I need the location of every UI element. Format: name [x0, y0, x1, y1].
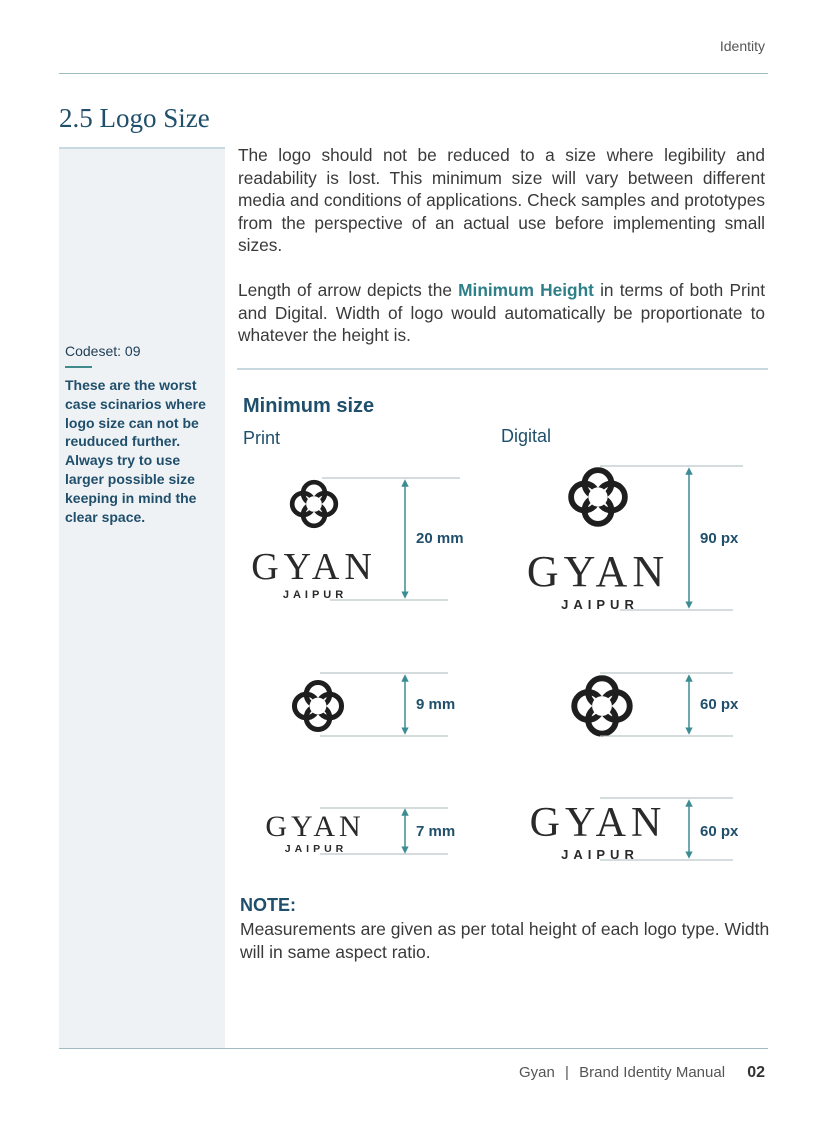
print-wordmark-name: GYAN [265, 810, 365, 843]
digital-mark-size-label: 60 px [700, 696, 739, 713]
digital-full-size-label: 90 px [700, 530, 739, 547]
digital-full-wordmark: GYAN [526, 547, 670, 596]
intro-p2-tail: in terms of both Print and Digital. Width of logo would automatically be proportionate to whatever the height is. [238, 280, 765, 345]
footer [519, 1064, 765, 1082]
print-mark-logo [294, 682, 341, 729]
page-title: 2.5 Logo Size [59, 103, 210, 133]
digital-wordmark-logo [530, 800, 667, 862]
digital-wordmark-subtitle: JAIPUR [561, 847, 639, 862]
print-full-size-label: 20 mm [416, 530, 464, 547]
note-heading: NOTE: [240, 895, 296, 915]
footer-rule [59, 1048, 768, 1049]
footer-separator: | [565, 1064, 569, 1081]
minimum-size-title: Minimum size [243, 395, 375, 417]
footer-manual-title: Brand Identity Manual [579, 1064, 726, 1081]
print-wordmark-logo [265, 810, 364, 855]
digital-wordmark-size-label: 60 px [700, 823, 739, 840]
header-section-label: Identity [719, 38, 765, 54]
print-mark-size-label: 9 mm [416, 696, 456, 713]
print-wordmark-subtitle: JAIPUR [284, 843, 348, 855]
digital-full-mark-icon [571, 470, 625, 524]
digital-mark-icon [574, 678, 629, 733]
page-number: 02 [747, 1064, 765, 1081]
minimum-height-highlight: Minimum Height [458, 280, 594, 300]
print-full-wordmark: GYAN [251, 546, 377, 588]
sidebar-note: These are the worst case scinarios where logo size can not be reuduced further. Always try to use larger possible size keeping in mind the clear space. [65, 377, 206, 525]
print-wordmark-size-label: 7 mm [416, 823, 456, 840]
print-full-logo [251, 482, 377, 601]
print-mark-icon [294, 682, 341, 729]
intro-paragraph-1: The logo should not be reduced to a size where legibility and readability is lost. This minimum size will vary between different media and conditions of applications. Check samples and prototypes from the perspective of an actual use before implementing small sizes. [238, 145, 765, 255]
digital-full-subtitle: JAIPUR [561, 597, 639, 612]
codeset-label: Codeset: 09 [65, 343, 141, 359]
note-body: Measurements are given as per total height of each logo type. Width will in same aspect ratio. [240, 919, 770, 962]
digital-label: Digital [501, 426, 552, 446]
footer-brand: Gyan [519, 1064, 555, 1081]
digital-full-logo [527, 470, 669, 612]
digital-wordmark-name: GYAN [529, 800, 667, 846]
print-full-mark-icon [292, 482, 336, 526]
print-label: Print [243, 428, 281, 448]
print-full-subtitle: JAIPUR [282, 589, 348, 601]
digital-mark-logo [574, 678, 629, 733]
intro-p2-lead: Length of arrow depicts the [238, 280, 459, 300]
